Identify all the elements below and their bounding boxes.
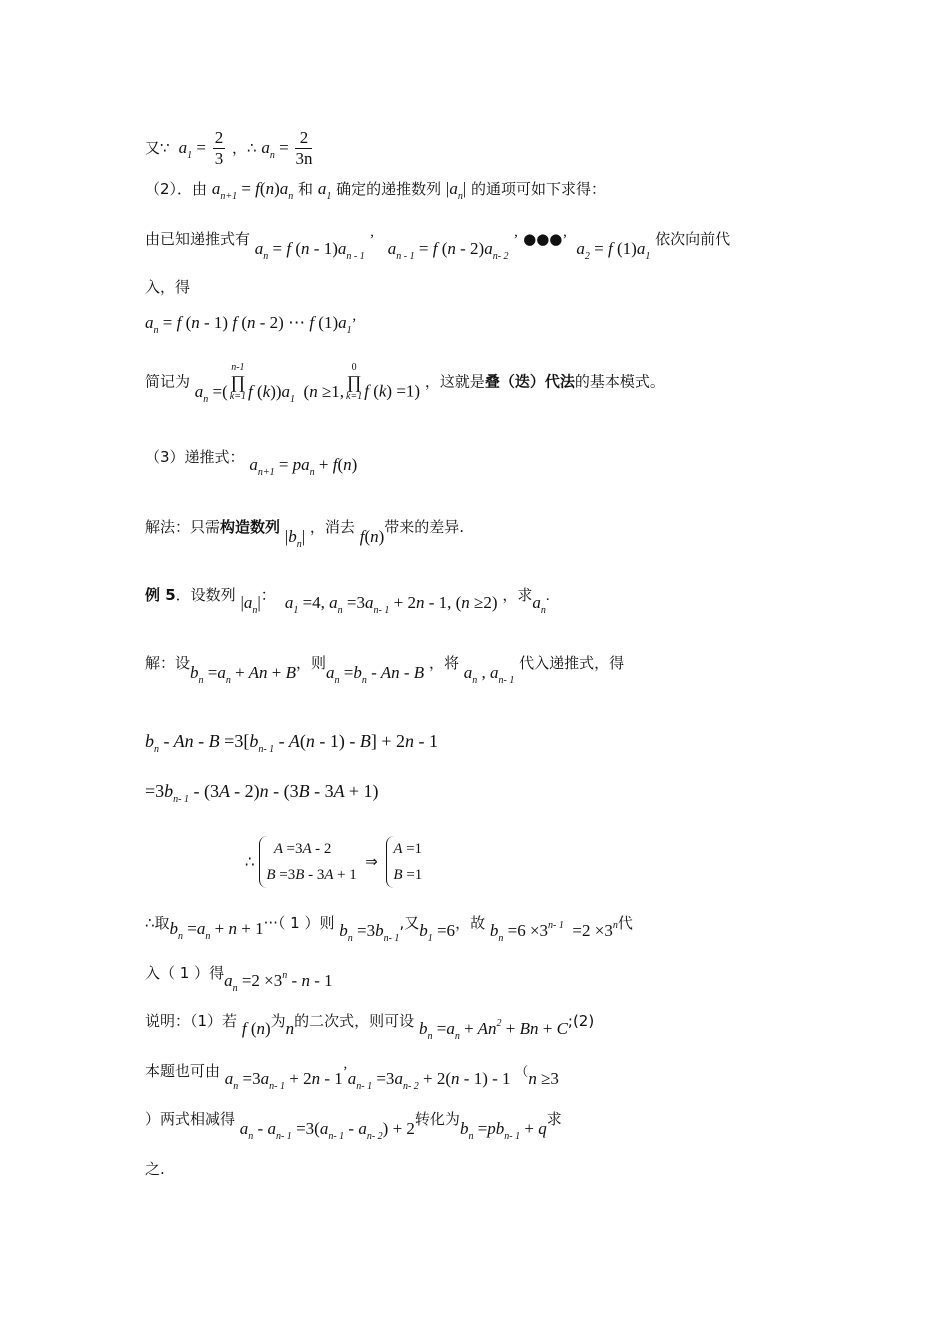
math: $b_n - An - B =3[b_{n- 1} - A(n - 1) - B] + 2n - 1$ <box>145 731 438 755</box>
line-2 <box>145 178 606 208</box>
text: ···（ 1 ）则 <box>263 914 335 932</box>
text: 代 <box>617 914 633 932</box>
math: $a_n$ =( <box>194 381 228 405</box>
math: f (n) <box>241 1019 271 1038</box>
text: ： <box>260 586 276 604</box>
text: ）两式相减得 <box>145 1110 236 1128</box>
line-15 <box>145 962 333 1000</box>
math: $a_{n+1} = pa_n + f(n)$ <box>249 455 358 478</box>
ellipsis: ●●● <box>523 230 563 248</box>
line-10 <box>145 652 624 692</box>
text-bold: 叠（迭）代法 <box>484 372 575 391</box>
text: （3）递推式： <box>145 448 245 466</box>
line-13 <box>245 836 422 888</box>
text: ，则 <box>296 654 327 672</box>
text: 由已知递推式有 <box>145 230 251 248</box>
text: ∴取 <box>145 914 170 932</box>
math: $|b_n|$ <box>284 527 306 550</box>
math: $a_n =b_n - An - B$ <box>326 663 425 686</box>
math: $a_n = f$ $(n - 1)a_{n - 1}$ <box>254 239 365 262</box>
math: $a_{n - 1} = f$ $(n - 2)a_{n- 2}$ <box>379 239 509 262</box>
math: $b_n =pb_{n- 1} + q$ <box>459 1119 547 1142</box>
math: $a_n$ <box>532 593 546 616</box>
line-4 <box>145 276 190 298</box>
equation-system: A =3A - 2 B =3B - 3A + 1 <box>259 836 356 888</box>
math: f $(k))a_1$ (n ≥1, <box>247 381 345 405</box>
text: ，这就是 <box>424 372 485 391</box>
math: f(n) <box>359 527 385 546</box>
line-6 <box>145 362 665 411</box>
text: ，故 <box>455 914 486 932</box>
text: 的基本模式。 <box>574 372 665 391</box>
line-19 <box>145 1158 165 1180</box>
text: ，求 <box>502 586 533 604</box>
line-8 <box>145 516 464 556</box>
math: $b_n =3b_{n- 1}$ <box>339 921 400 944</box>
math: n ≥3 <box>528 1069 559 1088</box>
text: 的二次式，则可设 <box>294 1012 415 1030</box>
text: 入，得 <box>145 278 191 296</box>
implies-symbol: ⇒ <box>361 854 382 871</box>
line-18 <box>145 1108 562 1148</box>
fraction: $\frac{2}{3n}$ <box>295 128 313 168</box>
math: $a_n =3a_{n- 1} + 2n - 1$ <box>224 1069 343 1092</box>
math: $b_n =a_n + n + 1$ <box>169 919 264 942</box>
text: 入（ 1 ）得 <box>145 964 225 982</box>
text: 确定的递推数列 <box>336 180 442 198</box>
text: （2）．由 <box>145 180 208 198</box>
math: $b_1 =6$ <box>419 921 456 944</box>
product-symbol: 0 ∏ k=1 <box>346 362 363 402</box>
text: ，消去 <box>309 518 355 536</box>
fraction: $\frac{2}{3}$ <box>214 128 224 168</box>
text: （ <box>515 1065 529 1080</box>
text: 带来的差异. <box>384 518 465 536</box>
text: 又∵ <box>145 139 170 157</box>
math: $a_n$ , $a_{n- 1}$ <box>463 663 515 686</box>
math: $b_n =a_n + An^2 + Bn + C$ <box>418 1018 568 1042</box>
text: 为 <box>270 1012 286 1030</box>
math: $a_{n- 1} =3a_{n- 2} + 2(n - 1) - 1$ <box>347 1069 511 1092</box>
math: $b_n =6 \times 3^{n- 1} =2 \times 3^n$ <box>489 920 618 944</box>
math: $|a_n|$ <box>240 593 261 616</box>
text: 简记为 <box>145 372 191 391</box>
math: $=3b_{n- 1} - (3A - 2)n - (3B - 3A + 1)$ <box>145 781 379 805</box>
math: $a_n - a_{n- 1} =3(a_{n- 1} - a_{n- 2}) + 2$ <box>239 1119 415 1142</box>
text: 的通项可如下求得： <box>471 180 607 198</box>
math: f (k) =1) <box>364 381 421 401</box>
line-7 <box>145 446 357 484</box>
text: 求 <box>546 1110 562 1128</box>
text: 说明：（1）若 <box>145 1012 238 1030</box>
line-5: $a_n = f$ (n - 1) f (n - 2) ⋯ f $(1)a_1$’ <box>145 313 357 336</box>
text: ，将 <box>428 654 459 672</box>
line-12 <box>145 780 379 811</box>
equation-system: A =1 B =1 <box>386 836 422 888</box>
line-11 <box>145 730 438 761</box>
line-3: 由已知递推式有 $a_n = f$ $(n - 1)a_{n - 1}$ ’ $a_{n - 1} = f$ $(n - 2)a_{n- 2}$ ’ ●●●’ $a_2 = f$ $(1)a_1$ 依次向前代 <box>145 230 731 262</box>
text: 本题也可由 <box>145 1062 221 1080</box>
math: $a_2 = f$ $(1)a_1$ <box>572 239 651 262</box>
text: ;(2) <box>567 1012 595 1030</box>
text: 之. <box>145 1160 165 1178</box>
math: $|a_n|$ <box>445 179 467 202</box>
math: $a_1$ = <box>174 138 206 161</box>
text: 解：设 <box>145 654 191 672</box>
example-label: 例 5 <box>145 586 176 604</box>
text: ,又 <box>399 914 420 932</box>
line-14 <box>145 912 633 950</box>
line-1 <box>145 128 314 169</box>
line-16 <box>145 1010 594 1048</box>
math: $a_1$ <box>317 179 332 202</box>
line-17: 本题也可由 $a_n =3a_{n- 1} + 2n$ - $1’a_{n- 1} =3a_{n- 2} + 2(n - 1) - 1$ （n ≥3 <box>145 1062 559 1092</box>
math: $a_n$ = <box>261 138 289 161</box>
math: $a_n =2 \times 3^n - n - 1$ <box>224 970 333 994</box>
math: n <box>285 1019 295 1038</box>
text: 和 <box>298 180 314 198</box>
line-9: 例 5．设数列 $|a_n|$： $a_1 =4$, $a_n =3a_{n- 1} + 2n - 1$, (n ≥2) ，求$a_n$. <box>145 586 550 616</box>
math: $b_n =a_n + An + B$ <box>190 663 297 686</box>
math: $a_1 =4$, $a_n =3a_{n- 1} + 2n - 1$, (n ≥2) <box>280 593 498 616</box>
math: $a_{n+1} = f(n)a_n$ <box>211 179 294 202</box>
text: 依次向前代 <box>655 230 731 248</box>
text-bold: 构造数列 <box>220 518 281 536</box>
product-symbol: n-1 ∏ k=1 <box>229 362 246 402</box>
text: 转化为 <box>414 1110 460 1128</box>
text: ．设数列 <box>175 586 236 604</box>
text: 代入递推式，得 <box>519 654 625 672</box>
text: 解法：只需 <box>145 518 221 536</box>
therefore-symbol: ∴ <box>245 854 255 871</box>
math: $a_n = f$ (n - 1) f (n - 2) ⋯ f $(1)a_1$ <box>145 313 352 336</box>
text: ，∴ <box>231 139 257 157</box>
